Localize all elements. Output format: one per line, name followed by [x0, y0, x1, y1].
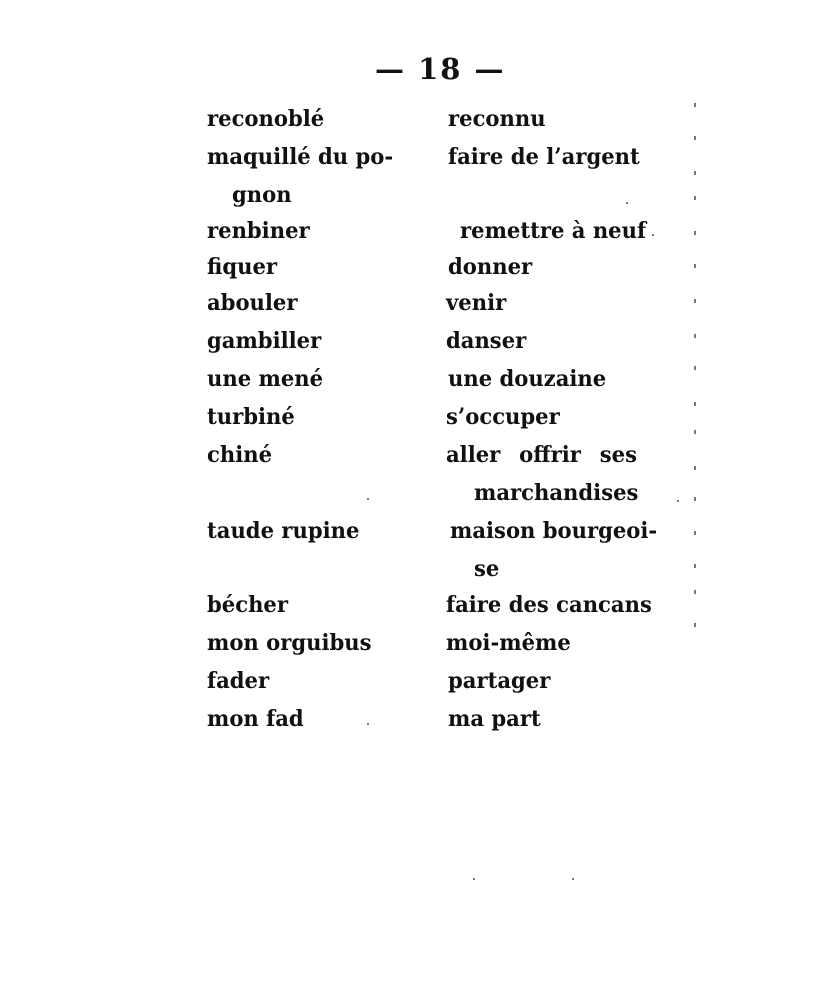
term-continuation: gnon: [232, 182, 292, 208]
meaning: donner: [448, 254, 533, 280]
meaning: une douzaine: [448, 366, 607, 392]
scan-speck: [694, 171, 696, 175]
meaning: reconnu: [448, 106, 546, 132]
scan-speck: [694, 334, 696, 338]
meaning: venir: [446, 290, 507, 316]
term: fiquer: [207, 254, 278, 280]
term: mon orguibus: [207, 630, 372, 656]
scan-speck: [473, 878, 475, 880]
term: une mené: [207, 366, 324, 392]
meaning: ma part: [448, 706, 541, 732]
meaning: s’occuper: [446, 404, 560, 430]
term: reconoblé: [207, 106, 325, 132]
scan-speck: [367, 498, 369, 500]
page-number: — 18 —: [375, 52, 506, 86]
term: renbiner: [207, 218, 310, 244]
meaning: aller offrir ses: [446, 442, 637, 468]
meaning-continuation: marchandises: [474, 480, 639, 506]
scan-speck: [694, 430, 696, 434]
term: fader: [207, 668, 270, 694]
meaning: danser: [446, 328, 527, 354]
meaning: partager: [448, 668, 551, 694]
term: maquillé du po-: [207, 144, 394, 170]
term: mon fad: [207, 706, 304, 732]
scan-speck: [694, 531, 696, 535]
meaning: faire des cancans: [446, 592, 652, 618]
term: bécher: [207, 592, 288, 618]
term: taude rupine: [207, 518, 360, 544]
scan-speck: [677, 500, 679, 502]
scan-speck: [694, 103, 696, 107]
scan-speck: [694, 590, 696, 594]
meaning-continuation: se: [474, 556, 500, 582]
scan-speck: [694, 196, 696, 200]
scan-speck: [694, 299, 696, 303]
scan-speck: [367, 723, 369, 725]
meaning: moi-même: [446, 630, 571, 656]
scan-speck: [694, 231, 696, 235]
scan-speck: [694, 466, 696, 470]
meaning: faire de l’argent: [448, 144, 640, 170]
scan-speck: [694, 497, 696, 501]
scan-speck: [572, 878, 574, 880]
scan-speck: [694, 264, 696, 268]
term: abouler: [207, 290, 298, 316]
scan-speck: [694, 564, 696, 568]
meaning: maison bourgeoi-: [450, 518, 658, 544]
scan-speck: [694, 402, 696, 406]
meaning: remettre à neuf: [460, 218, 647, 244]
scan-speck: [694, 623, 696, 627]
term: gambiller: [207, 328, 322, 354]
scan-speck: [652, 234, 654, 236]
term: chiné: [207, 442, 273, 468]
scan-speck: [694, 366, 696, 370]
scan-speck: [694, 136, 696, 140]
scan-speck: [626, 202, 628, 204]
term: turbiné: [207, 404, 295, 430]
